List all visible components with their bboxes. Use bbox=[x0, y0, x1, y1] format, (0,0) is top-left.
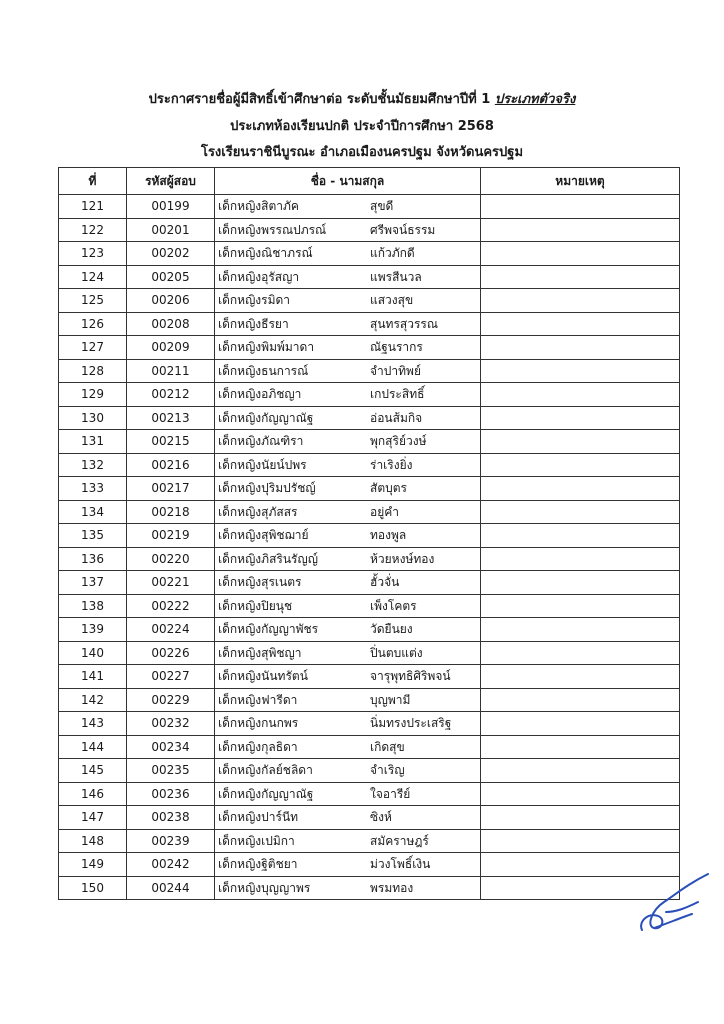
remark bbox=[481, 430, 680, 454]
exam-id: 00201 bbox=[127, 218, 215, 242]
last-name: จำเริญ bbox=[370, 763, 405, 777]
table-row bbox=[59, 806, 680, 830]
first-name: เด็กหญิงปุริมปรัชญ์ bbox=[218, 481, 316, 495]
student-name bbox=[215, 477, 481, 501]
first-name: เด็กหญิงสิตาภัค bbox=[218, 199, 299, 213]
last-name: แสวงสุข bbox=[370, 293, 414, 307]
row-number: 147 bbox=[59, 806, 127, 830]
last-name: สุขดี bbox=[370, 199, 394, 213]
student-name bbox=[215, 876, 481, 900]
student-name bbox=[215, 336, 481, 360]
exam-id: 00217 bbox=[127, 477, 215, 501]
first-name: เด็กหญิงกัญญาณัฐ bbox=[218, 786, 314, 801]
student-name bbox=[215, 218, 481, 242]
last-name: ศรีพจน์ธรรม bbox=[370, 222, 436, 237]
remark bbox=[481, 265, 680, 289]
row-number: 139 bbox=[59, 618, 127, 642]
student-name bbox=[215, 524, 481, 548]
table-row bbox=[59, 430, 680, 454]
student-name bbox=[215, 665, 481, 689]
remark bbox=[481, 218, 680, 242]
remark bbox=[481, 524, 680, 548]
table-row bbox=[59, 359, 680, 383]
classroom-type-subtitle: ประเภทห้องเรียนปกติ ประจำปีการศึกษา 2568 bbox=[230, 119, 494, 134]
student-name bbox=[215, 782, 481, 806]
row-number: 146 bbox=[59, 782, 127, 806]
remark bbox=[481, 500, 680, 524]
exam-id: 00202 bbox=[127, 242, 215, 266]
student-name bbox=[215, 618, 481, 642]
student-name bbox=[215, 735, 481, 759]
column-header-name: ชื่อ - นามสกุล bbox=[215, 168, 481, 195]
last-name: อยู่คำ bbox=[370, 504, 400, 519]
exam-id: 00235 bbox=[127, 759, 215, 783]
exam-id: 00209 bbox=[127, 336, 215, 360]
student-name bbox=[215, 289, 481, 313]
table-row bbox=[59, 641, 680, 665]
exam-id: 00205 bbox=[127, 265, 215, 289]
first-name: เด็กหญิงสุภัสสร bbox=[218, 504, 298, 519]
row-number: 129 bbox=[59, 383, 127, 407]
table-row bbox=[59, 406, 680, 430]
first-name: เด็กหญิงกัญญาณัฐ bbox=[218, 410, 314, 425]
table-row bbox=[59, 665, 680, 689]
last-name: เกประสิทธิ์ bbox=[370, 387, 425, 401]
remark bbox=[481, 618, 680, 642]
table-row bbox=[59, 453, 680, 477]
student-name bbox=[215, 688, 481, 712]
table-row bbox=[59, 218, 680, 242]
table-row bbox=[59, 547, 680, 571]
last-name: แพรสีนวล bbox=[370, 269, 422, 284]
student-name bbox=[215, 829, 481, 853]
last-name: จำปาทิพย์ bbox=[370, 363, 421, 378]
row-number: 140 bbox=[59, 641, 127, 665]
table-row bbox=[59, 242, 680, 266]
student-name bbox=[215, 406, 481, 430]
first-name: เด็กหญิงธนการณ์ bbox=[218, 363, 309, 378]
school-name: โรงเรียนราชินีบูรณะ อำเภอเมืองนครปฐม จังหวัดนครปฐม bbox=[200, 145, 524, 160]
row-number: 150 bbox=[59, 876, 127, 900]
last-name: สุนทรสุวรรณ bbox=[370, 316, 438, 331]
row-number: 132 bbox=[59, 453, 127, 477]
exam-id: 00213 bbox=[127, 406, 215, 430]
last-name: ห้วยหงษ์ทอง bbox=[370, 551, 435, 566]
student-name bbox=[215, 265, 481, 289]
table-row bbox=[59, 618, 680, 642]
first-name: เด็กหญิงฐิติชยา bbox=[218, 857, 298, 871]
last-name: ม่วงโพธิ์เงิน bbox=[370, 857, 431, 871]
last-name: บุญพามี bbox=[370, 692, 411, 707]
row-number: 123 bbox=[59, 242, 127, 266]
table-row bbox=[59, 289, 680, 313]
exam-id: 00236 bbox=[127, 782, 215, 806]
last-name: เกิดสุข bbox=[370, 739, 405, 754]
exam-id: 00220 bbox=[127, 547, 215, 571]
table-row bbox=[59, 195, 680, 219]
remark bbox=[481, 782, 680, 806]
first-name: เด็กหญิงอภิชญา bbox=[218, 387, 302, 401]
last-name: ทองพูล bbox=[370, 528, 407, 542]
first-name: เด็กหญิงบุญญาพร bbox=[218, 880, 311, 895]
row-number: 127 bbox=[59, 336, 127, 360]
table-row bbox=[59, 782, 680, 806]
student-name bbox=[215, 547, 481, 571]
row-number: 133 bbox=[59, 477, 127, 501]
table-body bbox=[59, 195, 680, 900]
remark bbox=[481, 829, 680, 853]
row-number: 134 bbox=[59, 500, 127, 524]
first-name: เด็กหญิงรมิดา bbox=[218, 293, 291, 307]
first-name: เด็กหญิงนัยน์ปพร bbox=[218, 457, 307, 472]
row-number: 148 bbox=[59, 829, 127, 853]
first-name: เด็กหญิงณิชาภรณ์ bbox=[218, 246, 313, 260]
first-name: เด็กหญิงนันทรัตน์ bbox=[218, 669, 308, 683]
table-row bbox=[59, 829, 680, 853]
remark bbox=[481, 806, 680, 830]
row-number: 141 bbox=[59, 665, 127, 689]
row-number: 128 bbox=[59, 359, 127, 383]
row-number: 145 bbox=[59, 759, 127, 783]
first-name: เด็กหญิงอุรัสญา bbox=[218, 269, 300, 284]
title-emphasis: ประเภทตัวจริง bbox=[494, 92, 576, 107]
exam-id: 00206 bbox=[127, 289, 215, 313]
exam-id: 00227 bbox=[127, 665, 215, 689]
remark bbox=[481, 453, 680, 477]
row-number: 144 bbox=[59, 735, 127, 759]
exam-id: 00219 bbox=[127, 524, 215, 548]
table-row bbox=[59, 594, 680, 618]
table-row bbox=[59, 688, 680, 712]
remark bbox=[481, 406, 680, 430]
first-name: เด็กหญิงเปมิกา bbox=[218, 833, 295, 848]
table-row bbox=[59, 735, 680, 759]
first-name: เด็กหญิงภิสรินรัญญ์ bbox=[218, 551, 318, 566]
table-row bbox=[59, 336, 680, 360]
signature-stroke bbox=[641, 874, 708, 930]
table-row bbox=[59, 383, 680, 407]
row-number: 149 bbox=[59, 853, 127, 877]
remark bbox=[481, 688, 680, 712]
table-row bbox=[59, 759, 680, 783]
remark bbox=[481, 594, 680, 618]
student-name bbox=[215, 759, 481, 783]
student-name bbox=[215, 453, 481, 477]
column-header-remarks: หมายเหตุ bbox=[481, 168, 680, 195]
exam-id: 00229 bbox=[127, 688, 215, 712]
table-row bbox=[59, 712, 680, 736]
last-name: เพ็งโคตร bbox=[370, 598, 417, 613]
student-name bbox=[215, 242, 481, 266]
exam-id: 00244 bbox=[127, 876, 215, 900]
student-name bbox=[215, 853, 481, 877]
title-text: ประกาศรายชื่อผู้มีสิทธิ์เข้าศึกษาต่อ ระดับชั้นมัธยมศึกษาปีที่ 1 bbox=[148, 92, 495, 107]
last-name: จารุพุทธิศิริพจน์ bbox=[370, 669, 451, 683]
row-number: 136 bbox=[59, 547, 127, 571]
last-name: พรมทอง bbox=[370, 880, 414, 895]
student-name bbox=[215, 195, 481, 219]
first-name: เด็กหญิงสุพิชญา bbox=[218, 645, 302, 660]
last-name: อ่อนส้มกิจ bbox=[370, 410, 423, 425]
exam-id: 00221 bbox=[127, 571, 215, 595]
exam-id: 00199 bbox=[127, 195, 215, 219]
student-name bbox=[215, 383, 481, 407]
first-name: เด็กหญิงกัลย์ชลิดา bbox=[218, 763, 313, 777]
row-number: 143 bbox=[59, 712, 127, 736]
exam-id: 00226 bbox=[127, 641, 215, 665]
exam-id: 00218 bbox=[127, 500, 215, 524]
student-name bbox=[215, 594, 481, 618]
first-name: เด็กหญิงกนกพร bbox=[218, 716, 299, 730]
student-name bbox=[215, 712, 481, 736]
last-name: ซิงห์ bbox=[370, 810, 392, 824]
student-name bbox=[215, 359, 481, 383]
student-name bbox=[215, 641, 481, 665]
row-number: 135 bbox=[59, 524, 127, 548]
table-row bbox=[59, 571, 680, 595]
table-row bbox=[59, 477, 680, 501]
table-row bbox=[59, 312, 680, 336]
row-number: 137 bbox=[59, 571, 127, 595]
table-header-row bbox=[59, 168, 680, 195]
exam-id: 00222 bbox=[127, 594, 215, 618]
exam-id: 00215 bbox=[127, 430, 215, 454]
last-name: สมัคราษฎร์ bbox=[370, 833, 429, 848]
exam-id: 00224 bbox=[127, 618, 215, 642]
last-name: ใจอารีย์ bbox=[370, 786, 411, 801]
remark bbox=[481, 735, 680, 759]
row-number: 142 bbox=[59, 688, 127, 712]
remark bbox=[481, 383, 680, 407]
remark bbox=[481, 195, 680, 219]
remark bbox=[481, 312, 680, 336]
row-number: 122 bbox=[59, 218, 127, 242]
last-name: ร่าเริงยิ่ง bbox=[370, 457, 413, 472]
remark bbox=[481, 289, 680, 313]
table-row bbox=[59, 500, 680, 524]
exam-id: 00239 bbox=[127, 829, 215, 853]
first-name: เด็กหญิงสุพิชฌาย์ bbox=[218, 528, 309, 542]
table-row bbox=[59, 524, 680, 548]
announcement-title bbox=[0, 88, 724, 109]
remark bbox=[481, 641, 680, 665]
remark bbox=[481, 665, 680, 689]
exam-id: 00238 bbox=[127, 806, 215, 830]
student-name bbox=[215, 571, 481, 595]
last-name: พุกสุริย์วงษ์ bbox=[370, 434, 427, 448]
first-name: เด็กหญิงสุรเนตร bbox=[218, 575, 302, 589]
row-number: 121 bbox=[59, 195, 127, 219]
exam-id: 00212 bbox=[127, 383, 215, 407]
row-number: 131 bbox=[59, 430, 127, 454]
exam-id: 00234 bbox=[127, 735, 215, 759]
last-name: แก้วภักดี bbox=[370, 246, 415, 260]
table-row bbox=[59, 876, 680, 900]
remark bbox=[481, 712, 680, 736]
last-name: ณัฐนรากร bbox=[370, 340, 423, 354]
exam-id: 00242 bbox=[127, 853, 215, 877]
last-name: นิ่มทรงประเสริฐ bbox=[370, 716, 452, 730]
last-name: สัตบุตร bbox=[370, 481, 407, 495]
first-name: เด็กหญิงกุลธิดา bbox=[218, 739, 298, 754]
table-row bbox=[59, 853, 680, 877]
last-name: วัดยืนยง bbox=[370, 622, 413, 636]
remark bbox=[481, 571, 680, 595]
remark bbox=[481, 242, 680, 266]
signature-mark bbox=[636, 872, 712, 938]
exam-id: 00208 bbox=[127, 312, 215, 336]
last-name: ปิ่นตบแต่ง bbox=[370, 645, 423, 660]
last-name: ฮั้วจั่น bbox=[370, 575, 400, 589]
first-name: เด็กหญิงปิยนุช bbox=[218, 598, 293, 613]
remark bbox=[481, 359, 680, 383]
student-name bbox=[215, 312, 481, 336]
student-name bbox=[215, 500, 481, 524]
column-header-number: ที่ bbox=[59, 168, 127, 195]
remark bbox=[481, 547, 680, 571]
row-number: 130 bbox=[59, 406, 127, 430]
exam-id: 00211 bbox=[127, 359, 215, 383]
row-number: 138 bbox=[59, 594, 127, 618]
column-header-exam-id: รหัสผู้สอบ bbox=[127, 168, 215, 195]
first-name: เด็กหญิงกัญญาพัชร bbox=[218, 622, 319, 636]
row-number: 125 bbox=[59, 289, 127, 313]
exam-id: 00216 bbox=[127, 453, 215, 477]
remark bbox=[481, 336, 680, 360]
remark bbox=[481, 477, 680, 501]
first-name: เด็กหญิงพิมพ์มาดา bbox=[218, 340, 315, 354]
student-list-table bbox=[58, 167, 680, 900]
student-name bbox=[215, 430, 481, 454]
first-name: เด็กหญิงพรรณปภรณ์ bbox=[218, 222, 327, 237]
row-number: 126 bbox=[59, 312, 127, 336]
first-name: เด็กหญิงปาร์นีท bbox=[218, 810, 299, 824]
first-name: เด็กหญิงภัณฑิรา bbox=[218, 434, 304, 448]
first-name: เด็กหญิงธีรยา bbox=[218, 316, 289, 331]
table-row bbox=[59, 265, 680, 289]
exam-id: 00232 bbox=[127, 712, 215, 736]
student-name bbox=[215, 806, 481, 830]
remark bbox=[481, 759, 680, 783]
row-number: 124 bbox=[59, 265, 127, 289]
first-name: เด็กหญิงฟารีดา bbox=[218, 692, 298, 707]
